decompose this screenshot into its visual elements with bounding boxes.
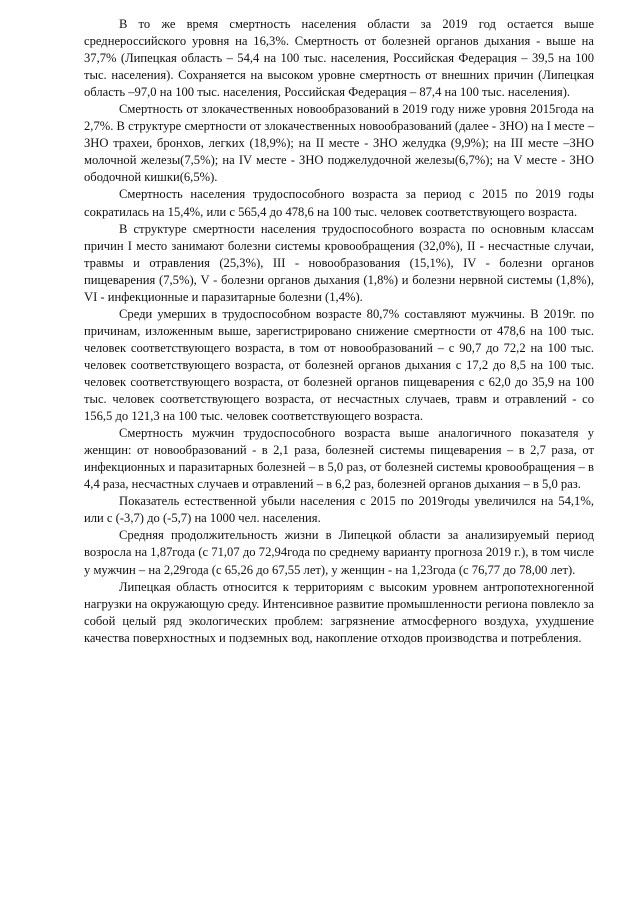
paragraph-life-expectancy: Средняя продолжительность жизни в Липецкой области за анализируемый период возросла на 1,87года (с 71,07 до 72,94года по среднему варианту прогноза 2019 г.), в том числе у мужчин – на 2,29года (с 65,26 до 67,55 лет), у женщин - на 1,23года (с 76,77 до 78,00 лет). — [84, 528, 594, 577]
paragraph-gender-comparison: Смертность мужчин трудоспособного возраста выше аналогичного показателя у женщин: от новообразований - в 2,1 раза, болезней системы пищеварения – в 2,7 раза, от инфекционных и паразитарных болезней – в 5,0 раз, от болезней системы кровообращения – в 4,4 раза, несчастных случаев и отравлений – в 6,2 раз, болезней органов дыхания – в 5,0 раз. — [84, 426, 594, 492]
paragraph-male-mortality: Среди умерших в трудоспособном возрасте 80,7% составляют мужчины. В 2019г. по причинам, изложенным выше, зарегистрировано снижение смертности от 478,6 на 100 тыс. человек соответствующего возраста, в том от новообразований – с 90,7 до 72,2 на 100 тыс. человек соответствующего возраста, от болезней органов дыхания с 17,2 до 8,5 на 100 тыс. человек соответствующего возраста, от болезней органов пищеварения с 62,0 до 35,9 на 100 тыс. человек соответствующего возраста, от несчастных случаев, травм и отравлений - со 156,5 до 121,3 на 100 тыс. человек соответствующего возраста. — [84, 306, 594, 424]
paragraph-mortality-structure: В структуре смертности населения трудоспособного возраста по основным классам причин I место занимают болезни системы кровообращения (32,0%), II - несчастные случаи, травмы и отравления (25,3%), III - новообразования (15,1%), IV - болезни органов пищеварения (7,5%), V - болезни органов дыхания (1,8%) и болезни нервной системы (1,8%), VI - инфекционные и паразитарные болезни (1,4%). — [84, 221, 594, 304]
paragraph-working-age-mortality: Смертность населения трудоспособного возраста за период с 2015 по 2019 годы сократилась на 15,4%, или с 565,4 до 478,6 на 100 тыс. человек соответствующего возраста. — [84, 187, 594, 219]
paragraph-mortality-overview: В то же время смертность населения области за 2019 год остается выше среднероссийского уровня на 16,3%. Смертность от болезней органов дыхания - выше на 37,7% (Липецкая область – 54,4 на 100 тыс. населения, Российская Федерация – 39,5 на 100 тыс. населения). Сохраняется на высоком уровне смертность от внешних причин (Липецкая область –97,0 на 100 тыс. населения, Российская Федерация – 87,4 на 100 тыс. населения). — [84, 17, 594, 100]
paragraph-natural-decline: Показатель естественной убыли населения с 2015 по 2019годы увеличился на 54,1%, или с (-3,7) до (-5,7) на 1000 чел. населения. — [84, 494, 594, 526]
paragraph-environment: Липецкая область относится к территориям с высоким уровнем антропотехногенной нагрузки на окружающую среду. Интенсивное развитие промышленности региона повлекло за собой целый ряд экологических проблем: загрязнение атмосферного воздуха, ухудшение качества поверхностных и подземных вод, накопление отходов производства и потребления. — [84, 579, 594, 645]
paragraph-cancer-mortality: Смертность от злокачественных новообразований в 2019 году ниже уровня 2015года на 2,7%. В структуре смертности от злокачественных новообразований (далее - ЗНО) на I месте – ЗНО трахеи, бронхов, легких (18,9%); на II месте - ЗНО желудка (9,9%); на III месте –ЗНО молочной железы(7,5%); на IV месте - ЗНО поджелудочной железы(6,7%); на V месте - ЗНО ободочной кишки(6,5%). — [84, 102, 594, 185]
